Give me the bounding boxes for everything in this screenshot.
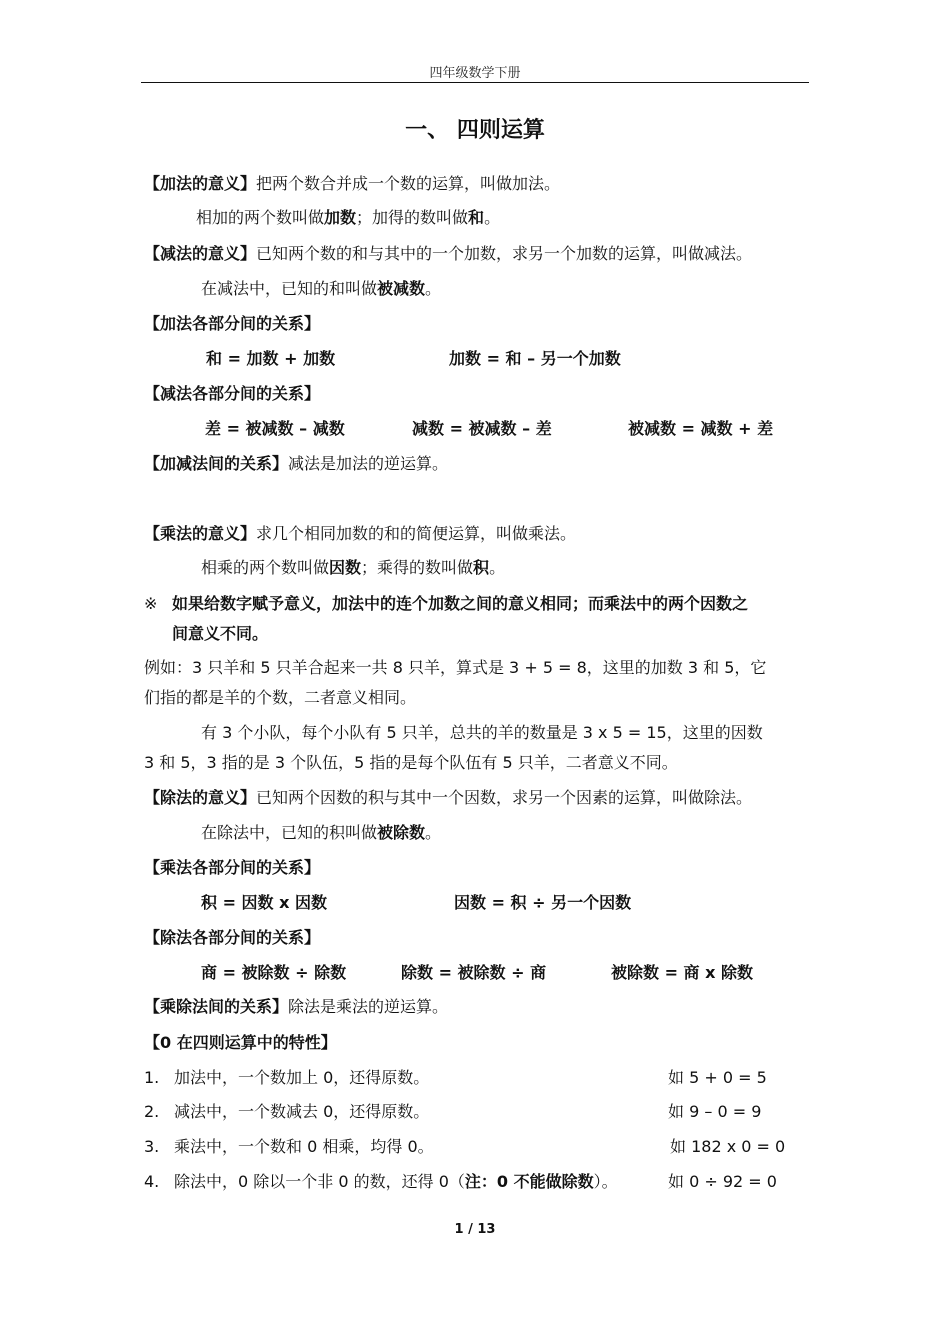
list-item-tail: ）。 [593,1172,618,1191]
addition-terms-text-a: 相加的两个数叫做 [196,208,325,227]
addition-definition-heading: 【加法的意义】 [144,174,257,193]
mul-div-relation-heading: 【乘除法间的关系】 [144,997,289,1016]
multiplication-definition-text: 求几个相同加数的和的简便运算，叫做乘法。 [256,524,577,543]
mul-div-relation-text: 除法是乘法的逆运算。 [288,997,449,1016]
list-item-number: 4. [144,1172,160,1191]
formula-add-2: 加数 = 和 – 另一个加数 [449,349,621,368]
term-dividend: 被除数 [377,823,426,842]
section-title: 一、 四则运算 [405,118,545,143]
term-factor: 因数 [329,558,362,577]
example-line-2: 们指的都是羊的个数，二者意义相同。 [144,688,417,707]
list-item-text: 加法中，一个数加上 0，还得原数。 [174,1068,430,1087]
division-terms-text-a: 在除法中，已知的积叫做 [201,823,378,842]
formula-sub-1: 差 = 被减数 – 减数 [205,419,345,438]
formula-mul-1: 积 = 因数 x 因数 [201,893,328,912]
add-sub-relation [144,453,448,475]
formula-add-1: 和 = 加数 + 加数 [206,349,336,368]
subtraction-terms-text-a: 在减法中，已知的和叫做 [201,279,378,298]
note-line-2: 间意义不同。 [172,624,269,643]
addition-relations-heading: 【加法各部分间的关系】 [144,314,321,333]
subtraction-terms-text-c: 。 [425,279,442,298]
list-item-example: 如 5 + 0 = 5 [668,1068,767,1087]
mul-div-relation [144,996,448,1018]
multiplication-relations-heading: 【乘法各部分间的关系】 [144,858,321,877]
division-definition [144,787,752,809]
addition-terms-text-c: ；加得的数叫做 [356,208,469,227]
division-definition-heading: 【除法的意义】 [144,788,257,807]
division-definition-text: 已知两个因数的积与其中一个因数，求另一个因素的运算，叫做除法。 [256,788,753,807]
formula-div-2: 除数 = 被除数 ÷ 商 [401,963,547,982]
note-line-1: 如果给数字赋予意义，加法中的连个加数之间的意义相同；而乘法中的两个因数之 [172,594,749,613]
example-line-1: 例如：3 只羊和 5 只羊合起来一共 8 只羊，算式是 3 + 5 = 8，这里的加数 3 和 5，它 [144,658,767,677]
subtraction-terms [201,278,441,300]
example-line-3: 有 3 个小队，每个小队有 5 只羊，总共的羊的数量是 3 x 5 = 15，这里的因数 [201,723,763,742]
formula-sub-3: 被减数 = 减数 + 差 [628,419,774,438]
list-item-text: 除法中，0 除以一个非 0 的数，还得 0（ [174,1172,465,1191]
division-terms-text-c: 。 [425,823,442,842]
term-addend: 加数 [324,208,357,227]
multiplication-definition [144,523,576,545]
formula-sub-2: 减数 = 被减数 – 差 [412,419,552,438]
subtraction-definition-text: 已知两个数的和与其中的一个加数，求另一个加数的运算，叫做减法。 [256,244,753,263]
multiplication-terms-text-e: 。 [489,558,506,577]
multiplication-terms [201,557,505,579]
list-item [144,1136,434,1158]
multiplication-definition-heading: 【乘法的意义】 [144,524,257,543]
list-item-example: 如 9 – 0 = 9 [668,1102,762,1121]
subtraction-definition-heading: 【减法的意义】 [144,244,257,263]
note-mark: ※ [144,594,158,613]
page-number: 1 / 13 [454,1222,496,1237]
addition-definition [144,173,560,195]
zero-divisor-note: 注：0 不能做除数 [464,1172,594,1191]
formula-div-3: 被除数 = 商 x 除数 [611,963,754,982]
list-item-text: 减法中，一个数减去 0，还得原数。 [174,1102,430,1121]
list-item [144,1171,618,1193]
list-item-example: 如 182 x 0 = 0 [670,1137,786,1156]
list-item [144,1101,429,1123]
list-item-example: 如 0 ÷ 92 = 0 [668,1172,777,1191]
zero-properties-heading: 【0 在四则运算中的特性】 [144,1033,337,1052]
formula-div-1: 商 = 被除数 ÷ 除数 [201,963,347,982]
list-item-text: 乘法中，一个数和 0 相乘，均得 0。 [174,1137,434,1156]
division-terms [201,822,441,844]
addition-definition-text: 把两个数合并成一个数的运算，叫做加法。 [256,174,561,193]
multiplication-terms-text-c: ；乘得的数叫做 [361,558,474,577]
list-item [144,1067,429,1089]
multiplication-terms-text-a: 相乘的两个数叫做 [201,558,330,577]
term-minuend: 被减数 [377,279,426,298]
page-header: 四年级数学下册 [429,66,521,81]
term-product: 积 [473,558,490,577]
subtraction-definition [144,243,752,265]
list-item-number: 1. [144,1068,160,1087]
list-item-number: 2. [144,1102,160,1121]
formula-mul-2: 因数 = 积 ÷ 另一个因数 [454,893,632,912]
example-line-4: 3 和 5，3 指的是 3 个队伍，5 指的是每个队伍有 5 只羊，二者意义不同。 [144,753,678,772]
subtraction-relations-heading: 【减法各部分间的关系】 [144,384,321,403]
addition-terms-text-e: 。 [484,208,501,227]
division-relations-heading: 【除法各部分间的关系】 [144,928,321,947]
addition-terms [196,207,500,229]
header-divider [141,82,809,83]
add-sub-relation-heading: 【加减法间的关系】 [144,454,289,473]
term-sum: 和 [468,208,485,227]
list-item-number: 3. [144,1137,160,1156]
add-sub-relation-text: 减法是加法的逆运算。 [288,454,449,473]
